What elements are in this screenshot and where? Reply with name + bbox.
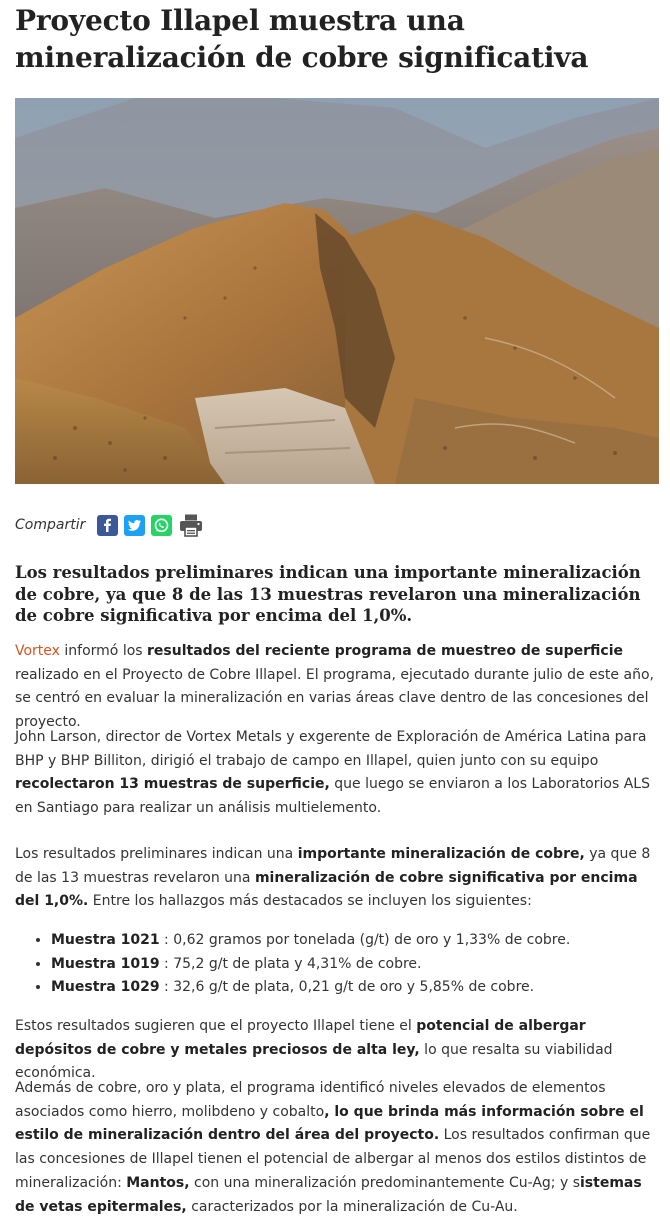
paragraph-bold: resultados del reciente programa de muestreo de superficie xyxy=(147,643,623,659)
list-item xyxy=(51,929,670,953)
paragraph-text: Entre los hallazgos más destacados se incluyen los siguientes: xyxy=(88,893,532,910)
paragraph-bold: , lo que brinda más información sobre el estilo de mineralización dentro del área del proyecto. xyxy=(15,1103,644,1144)
sample-detail: : 0,62 gramos por tonelada (g/t) de oro y 1,33% de cobre. xyxy=(159,932,571,948)
samples-list xyxy=(15,929,670,1000)
paragraph-text: ya que 8 de las 13 muestras revelaron una xyxy=(15,846,651,886)
print-icon[interactable] xyxy=(178,515,204,536)
paragraph-bold: recolectaron 13 muestras de superficie, xyxy=(15,776,330,793)
paragraph-text: Los resultados confirman que las concesiones de Illapel tienen el potencial de albergar al menos dos estilos distintos de mineralización: xyxy=(15,1127,651,1191)
list-item xyxy=(51,953,670,977)
article xyxy=(15,0,659,1215)
hero-image xyxy=(15,98,659,484)
paragraph-text: Estos resultados sugieren que el proyecto Illapel tiene el xyxy=(15,1018,417,1034)
paragraph-2 xyxy=(15,726,659,821)
paragraph-5 xyxy=(15,1077,659,1219)
paragraph-1 xyxy=(15,640,659,735)
sample-name: Muestra 1021 xyxy=(51,932,160,948)
share-bar xyxy=(15,510,204,540)
paragraph-text: Los resultados preliminares indican una xyxy=(15,846,298,862)
article-lead: Los resultados preliminares indican una importante mineralización de cobre, ya que 8 de las 13 muestras revelaron una mineralización de cobre significativa por encima del 1,0%. xyxy=(15,563,641,625)
facebook-icon[interactable] xyxy=(97,515,118,536)
vortex-link[interactable]: Vortex xyxy=(15,643,60,659)
sample-name: Muestra 1029 xyxy=(51,979,160,996)
paragraph-text: realizado en el Proyecto de Cobre Illapel. El programa, ejecutado durante julio de este año, se centró en evaluar la mineralización en varias áreas clave dentro de las concesiones del proyecto. xyxy=(15,666,654,731)
paragraph-text: informó los xyxy=(59,643,148,659)
paragraph-4 xyxy=(15,1015,659,1086)
paragraph-text: Además de cobre, oro y plata, el programa identificó niveles elevados de elementos asociados como hierro, molibdeno y cobalto xyxy=(15,1080,606,1120)
sample-name: Muestra 1019 xyxy=(51,955,160,972)
whatsapp-icon[interactable] xyxy=(151,515,172,536)
paragraph-text: lo que resalta su viabilidad económica. xyxy=(15,1041,613,1082)
paragraph-text: John Larson, director de Vortex Metals y exgerente de Exploración de América Latina para BHP y BHP Billiton, dirigió el trabajo de campo en Illapel, quien junto con su equipo xyxy=(15,729,647,769)
paragraph-text: con una mineralización predominantemente Cu-Ag; y s xyxy=(189,1174,580,1191)
sample-detail: : 32,6 g/t de plata, 0,21 g/t de oro y 5,85% de cobre. xyxy=(159,979,535,996)
paragraph-3 xyxy=(15,843,659,914)
share-label: Compartir xyxy=(15,517,86,533)
list-item xyxy=(51,976,670,1000)
sample-detail: : 75,2 g/t de plata y 4,31% de cobre. xyxy=(159,955,422,972)
paragraph-text: que luego se enviaron a los Laboratorios ALS en Santiago para realizar un análisis multielemento. xyxy=(15,776,650,817)
paragraph-bold: mineralización de cobre significativa por encima del 1,0%. xyxy=(15,869,638,910)
article-title: Proyecto Illapel muestra una mineralización de cobre significativa xyxy=(15,4,589,74)
paragraph-bold: Mantos, xyxy=(126,1174,190,1191)
twitter-icon[interactable] xyxy=(124,515,145,536)
paragraph-bold: potencial de albergar depósitos de cobre y metales preciosos de alta ley, xyxy=(15,1018,586,1058)
paragraph-bold: importante mineralización de cobre, xyxy=(297,846,585,862)
paragraph-text: caracterizados por la mineralización de Cu-Au. xyxy=(186,1198,518,1215)
paragraph-bold: istemas de vetas epitermales, xyxy=(15,1174,642,1215)
